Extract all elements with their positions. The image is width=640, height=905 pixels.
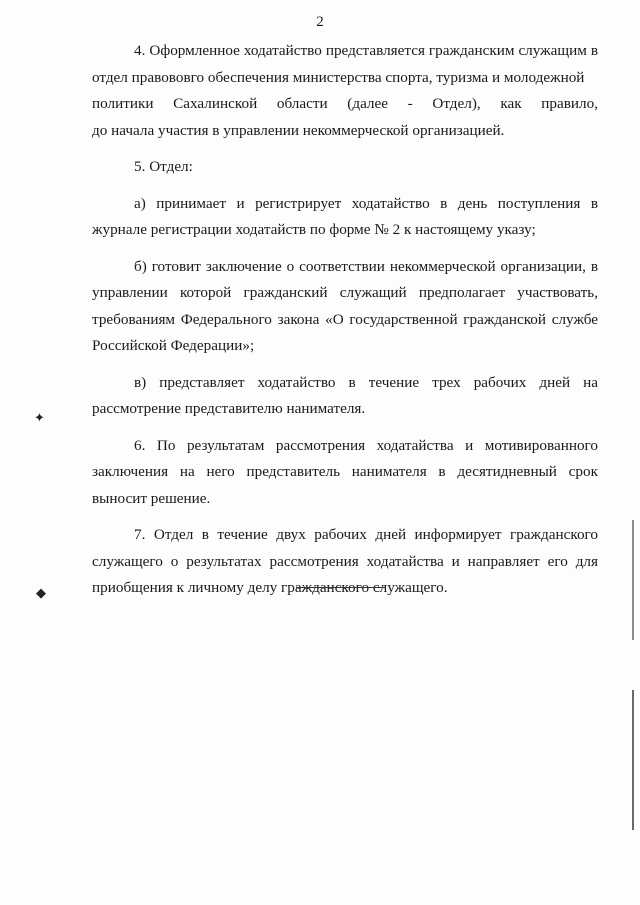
- paragraph-5-heading: 5. Отдел:: [134, 158, 193, 175]
- paragraph-7: 7. Отдел в течение двух рабочих дней информирует гражданского служащего о результатах рассмотрения ходатайства и направляет его для приобщения к личному делу гражданского служащего.: [92, 526, 598, 596]
- end-separator-line: [296, 587, 386, 588]
- paragraph-6: 6. По результатам рассмотрения ходатайства и мотивированного заключения на него представитель нанимателя в десятидневный срок выносит решение.: [92, 436, 598, 507]
- scan-edge-line: [632, 520, 634, 640]
- paragraph-5b: б) готовит заключение о соответствии некоммерческой организации, в управлении которой гражданский служащий предполагает участвовать, требованиям Федерального закона «О государственной гражданской службе Российской Федерации»;: [92, 257, 598, 354]
- paragraph-4: [92, 38, 598, 91]
- document-body: [92, 38, 598, 602]
- scan-speck-icon: ✦: [34, 410, 45, 425]
- paragraph-4-line1: 4. Оформленное ходатайство представляется гражданским служащим в отдел правововго обеспечения министерства спорта, туризма и молодежной: [92, 42, 598, 86]
- paragraph-5v: в) представляет ходатайство в течение трех рабочих дней на рассмотрение представителю нанимателя.: [92, 373, 598, 417]
- paragraph-4-line2: политики Сахалинской области (далее - Отдел), как правило,: [92, 95, 598, 112]
- paragraph-5a: а) принимает и регистрирует ходатайство в день поступления в журнале регистрации ходатайств по форме № 2 к настоящему указу;: [92, 194, 598, 238]
- scan-edge-line: [632, 690, 634, 830]
- paragraph-4-line3: до начала участия в управлении некоммерческой организацией.: [92, 121, 505, 139]
- page-number: 2: [316, 14, 324, 30]
- scan-speck-icon: ◆: [36, 585, 46, 600]
